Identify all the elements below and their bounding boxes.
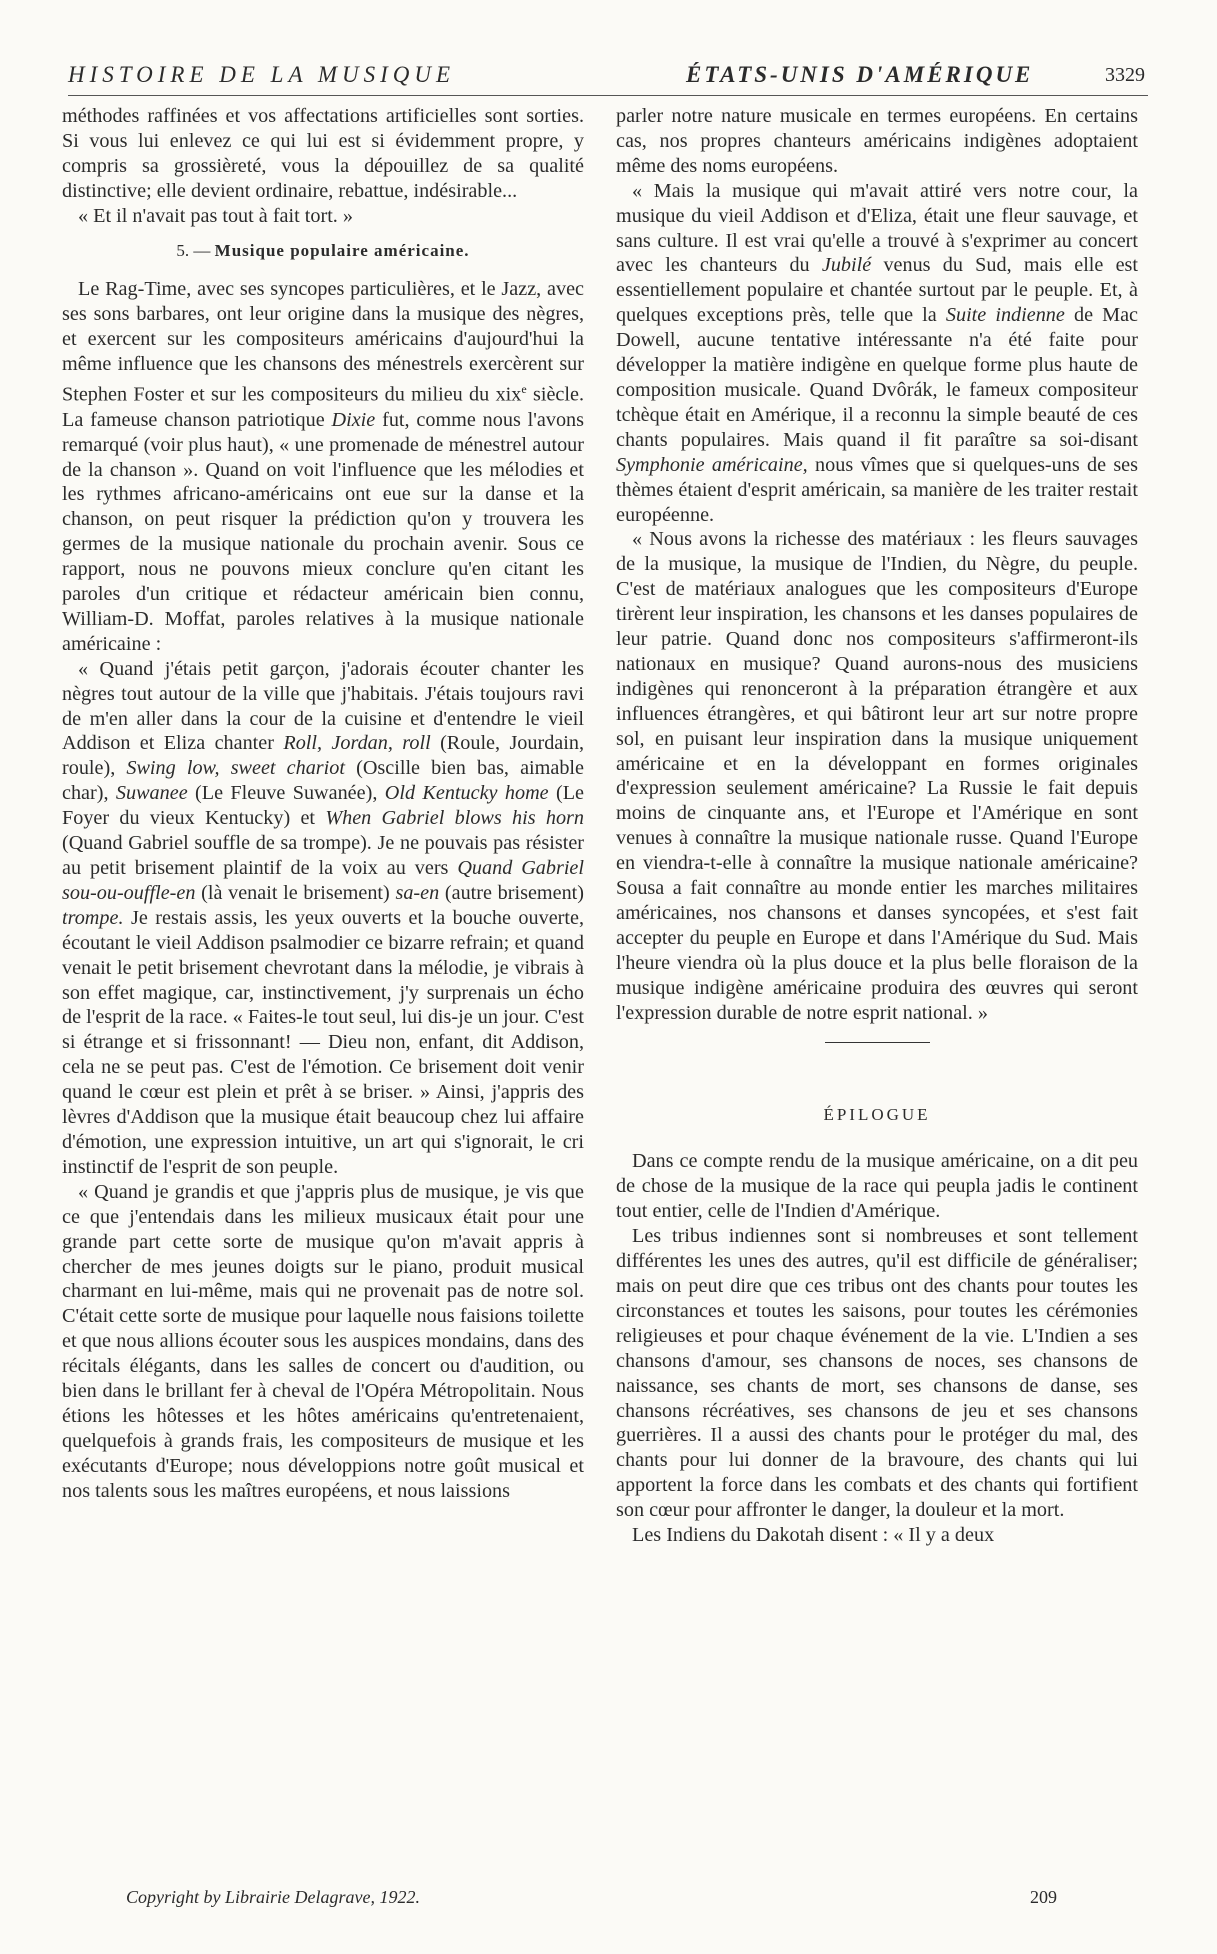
section-title: Musique populaire américaine. — [214, 240, 470, 260]
paragraph: « Quand je grandis et que j'appris plus de musique, je vis que ce que j'entendais dans les milieux musicaux était pour une grande part cette sorte de musique qu'on m'avait appris à chercher de mes jeunes doigts sur le piano, produit musical charmant en lui-même, mais qui ne provenait pas de notre sol. C'était cette sorte de musique pour laquelle nous faisions toilette et que nous allions écouter sous les auspices mondains, dans des récitals élégants, dans les salles de concert ou d'audition, ou bien dans le brillant fer à cheval de l'Opéra Métropolitain. Nous étions les hôtesses et les hôtes américains qu'entretenaient, quelquefois à grands frais, les compositeurs de musique et les exécutants d'Europe; nous développions notre goût musical et nos talents sous les maîtres européens, et nous laissions — [62, 1180, 584, 1502]
paragraph: Les Indiens du Dakotah disent : « Il y a deux — [632, 1524, 995, 1547]
paragraph: méthodes raffinées et vos affectations artificielles sont sorties. Si vous lui enlevez ce qui lui est si évidemment propre, y compris sa grossièreté, vous la dépouillez de sa qualité distinctive; elle devient ordinaire, rebattue, indésirable... — [62, 105, 584, 202]
paragraph: « Et il n'avait pas tout à fait tort. » — [78, 204, 353, 227]
paragraph: « Quand j'étais petit garçon, j'adorais écouter chanter les nègres tout autour de la ville que j'habitais. J'étais toujours ravi de m'en aller dans la cour de la cuisine et d'entendre le vieil Addison et Eliza chanter Roll, Jordan, roll (Roule, Jourdain, roule), Swing low, sweet chariot (Oscille bien bas, aimable char), Suwanee (Le Fleuve Suwanée), Old Kentucky home (Le Foyer du vieux Kentucky) et When Gabriel blows his horn (Quand Gabriel souffle de sa trompe). Je ne pouvais pas résister au petit brisement plaintif de la voix au vers Quand Gabriel sou-ou-ouffle-en (là venait le brisement) sa-en (autre brisement) trompe. Je restais assis, les yeux ouverts et la bouche ouverte, écoutant le vieil Addison psalmodier ce bizarre refrain; et quand venait le petit brisement chevrotant dans la mélodie, je vibrais à son effet magique, car, instinctivement, j'y surprenais un écho de l'esprit de la race. « Faites-le tout seul, lui dis-je un jour. C'est si étrange et si frissonnant! — Dieu non, enfant, dit Addison, cela ne se peut pas. C'est de l'émotion. Ce brisement doit venir quand le cœur est plein et prêt à se briser. » Ainsi, j'appris des lèvres d'Addison que la musique était beaucoup chez lui affaire d'émotion, une expression intuitive, un art qui s'ignorait, le cri instinctif de l'esprit de son peuple. — [62, 657, 585, 1178]
right-column — [616, 104, 1138, 1548]
section-number: 5. — — [176, 240, 211, 260]
section-divider — [825, 1042, 930, 1043]
running-head-right: ÉTATS-UNIS D'AMÉRIQUE — [686, 62, 1034, 87]
epilogue-title: ÉPILOGUE — [823, 1104, 931, 1124]
paragraph: Dans ce compte rendu de la musique américaine, on a dit peu de chose de la musique de la race qui peupla jadis le continent tout entier, celle de l'Indien d'Amérique. — [616, 1150, 1138, 1223]
copyright-notice: Copyright by Librairie Delagrave, 1922. — [126, 1887, 420, 1907]
footer-page-number: 209 — [1030, 1887, 1057, 1907]
section-heading — [62, 239, 584, 264]
paragraph: « Mais la musique qui m'avait attiré vers notre cour, la musique du vieil Addison et d'Eliza, était une fleur sauvage, et sans culture. Il est vrai qu'elle a trouvé à s'exprimer au concert avec les chanteurs du Jubilé venus du Sud, mais elle est essentiellement populaire et chantée surtout par le peuple. Et, à quelques exceptions près, telle que la Suite indienne de Mac Dowell, aucune tentative intéressante n'a été faite pour développer la matière indigène en quelque forme plus haute de composition musicale. Quand Dvôrák, le fameux compositeur tchèque était en Amérique, il a reconnu la simple beauté de ces chants populaires. Mais quand il fit paraître sa soi-disant Symphonie américaine, nous vîmes que si quelques-uns de ses thèmes étaient d'esprit américain, sa manière de les traiter restait européenne. — [616, 179, 1139, 526]
header-page-number: 3329 — [1105, 64, 1145, 86]
page-header — [0, 0, 1217, 100]
paragraph: Les tribus indiennes sont si nombreuses et sont tellement différentes les unes des autres, qu'il est difficile de généraliser; mais on peut dire que ces tribus ont des chants pour toutes les circonstances et toutes les saisons, pour toutes les cérémonies religieuses et pour chaque événement de la vie. L'Indien a ses chansons d'amour, ses chansons de noces, ses chansons de naissance, ses chants de mort, ses chansons de danse, ses chansons récréatives, ses chansons de jeu et ses chansons guerrières. Il a aussi des chants pour le protéger du mal, des chants pour lui donner de la bravoure, des chants qui lui apportent la force dans les combats et des chants qui fortifient son cœur pour affronter le danger, la douleur et la mort. — [616, 1225, 1138, 1522]
running-head-left: HISTOIRE DE LA MUSIQUE — [68, 62, 456, 87]
left-column — [62, 104, 584, 1504]
paragraph: Le Rag-Time, avec ses syncopes particulières, et le Jazz, avec ses sons barbares, ont leur origine dans la musique des nègres, et exercent sur les compositeurs américains d'aujourd'hui la même influence que les chansons des ménestrels exercèrent sur Stephen Foster et sur les compositeurs du milieu du xix$^e$ siècle. La fameuse chanson patriotique Dixie fut, comme nous l'avons remarqué (voir plus haut), « une promenade de ménestrel autour de la chanson ». Quand on voit l'influence que les mélodies et les rythmes africano-américains ont eue sur la danse et la chanson, on peut risquer la prédiction qu'on y trouvera les germes de la musique nationale du prochain avenir. Sous ce rapport, nous ne pouvons mieux conclure qu'en citant les paroles d'un critique et rédacteur américain bien connu, William-D. Moffat, paroles relatives à la musique nationale américaine : — [62, 278, 585, 655]
header-rule — [68, 95, 1148, 96]
paragraph: « Nous avons la richesse des matériaux : les fleurs sauvages de la musique, la musique de l'Indien, du Nègre, du peuple. C'est de matériaux analogues que les compositeurs d'Europe tirèrent leur inspiration, les chansons et les danses populaires de leur patrie. Quand donc nos compositeurs s'affirmeront-ils nationaux en musique? Quand aurons-nous des musiciens indigènes qui renonceront à la préparation étrangère et aux influences étrangères, et qui bâtiront leur art sur notre propre sol, en puisant leur inspiration dans la musique uniquement américaine et en la développant en formes originales d'expression seulement américaine? La Russie le fait depuis moins de cinquante ans, et l'Europe et l'Amérique en sont venues à connaître la musique nationale russe. Quand l'Europe en viendra-t-elle à connaître la musique nationale américaine? Sousa a fait connaître au monde entier les marches militaires américaines, nos chansons et danses syncopées, et s'est fait accepter du peuple en Europe et dans l'Amérique du Sud. Mais l'heure viendra où la plus douce et la plus belle floraison de la musique indigène américaine produira des œuvres qui seront l'expression durable de notre esprit national. » — [616, 528, 1138, 1024]
paragraph: parler notre nature musicale en termes européens. En certains cas, nos propres chanteurs américains indigènes adoptaient même des noms européens. — [616, 105, 1138, 177]
